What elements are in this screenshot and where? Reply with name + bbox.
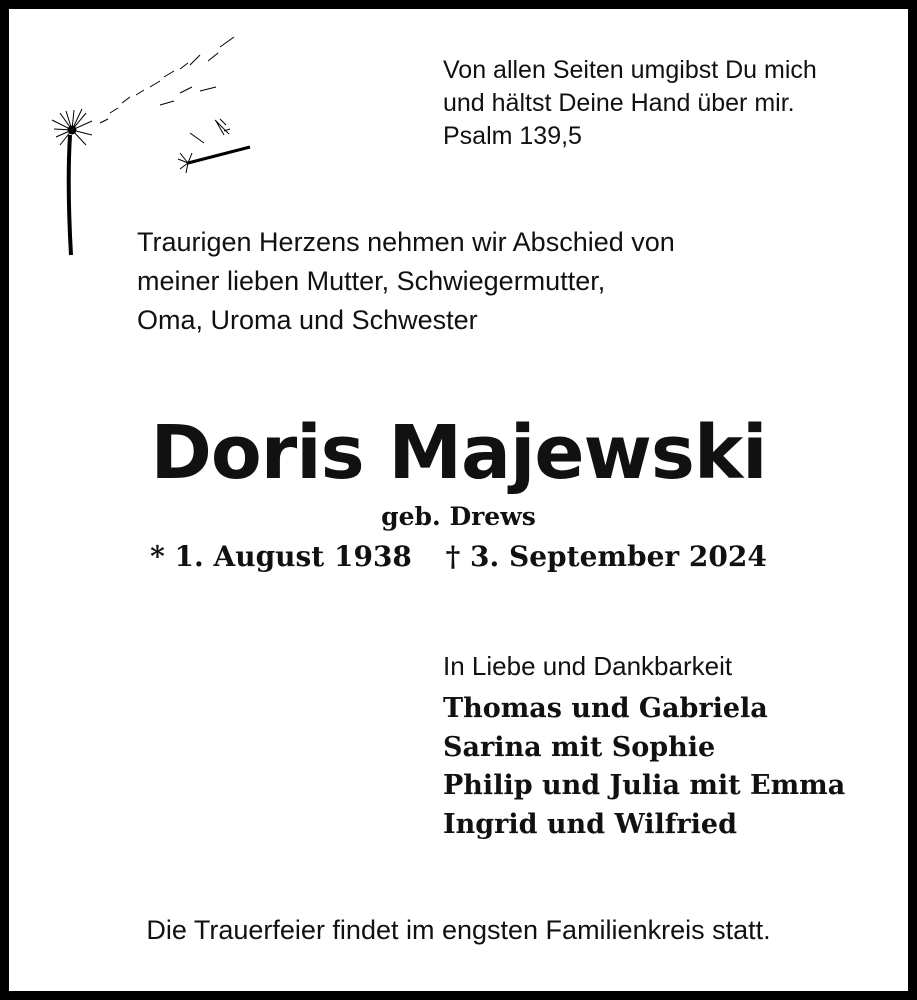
quote-line: und hältst Deine Hand über mir.: [443, 89, 795, 117]
intro-text: [137, 223, 675, 340]
mourner: Philip und Julia mit Emma: [443, 770, 846, 801]
deceased-name: Doris Majewski: [150, 410, 767, 496]
intro-line: Traurigen Herzens nehmen wir Abschied von: [137, 227, 675, 257]
quote-line: Von allen Seiten umgibst Du mich: [443, 56, 817, 84]
funeral-note: Die Trauerfeier findet im engsten Familienkreis statt.: [146, 915, 771, 945]
intro-line: meiner lieben Mutter, Schwiegermutter,: [137, 266, 606, 296]
birth-date: * 1. August 1938: [150, 540, 412, 573]
life-dates: [0, 540, 917, 573]
intro-line: Oma, Uroma und Schwester: [137, 305, 478, 335]
quote-source: Psalm 139,5: [443, 122, 582, 150]
mourners-intro: In Liebe und Dankbarkeit: [443, 651, 733, 681]
mourners-list: [443, 690, 845, 844]
psalm-quote: [443, 54, 817, 153]
mourner: Sarina mit Sophie: [443, 731, 716, 763]
mourner: Thomas und Gabriela: [443, 693, 768, 724]
death-date: † 3. September 2024: [445, 540, 767, 573]
mourner: Ingrid und Wilfried: [443, 808, 737, 840]
maiden-name: geb. Drews: [381, 502, 536, 531]
